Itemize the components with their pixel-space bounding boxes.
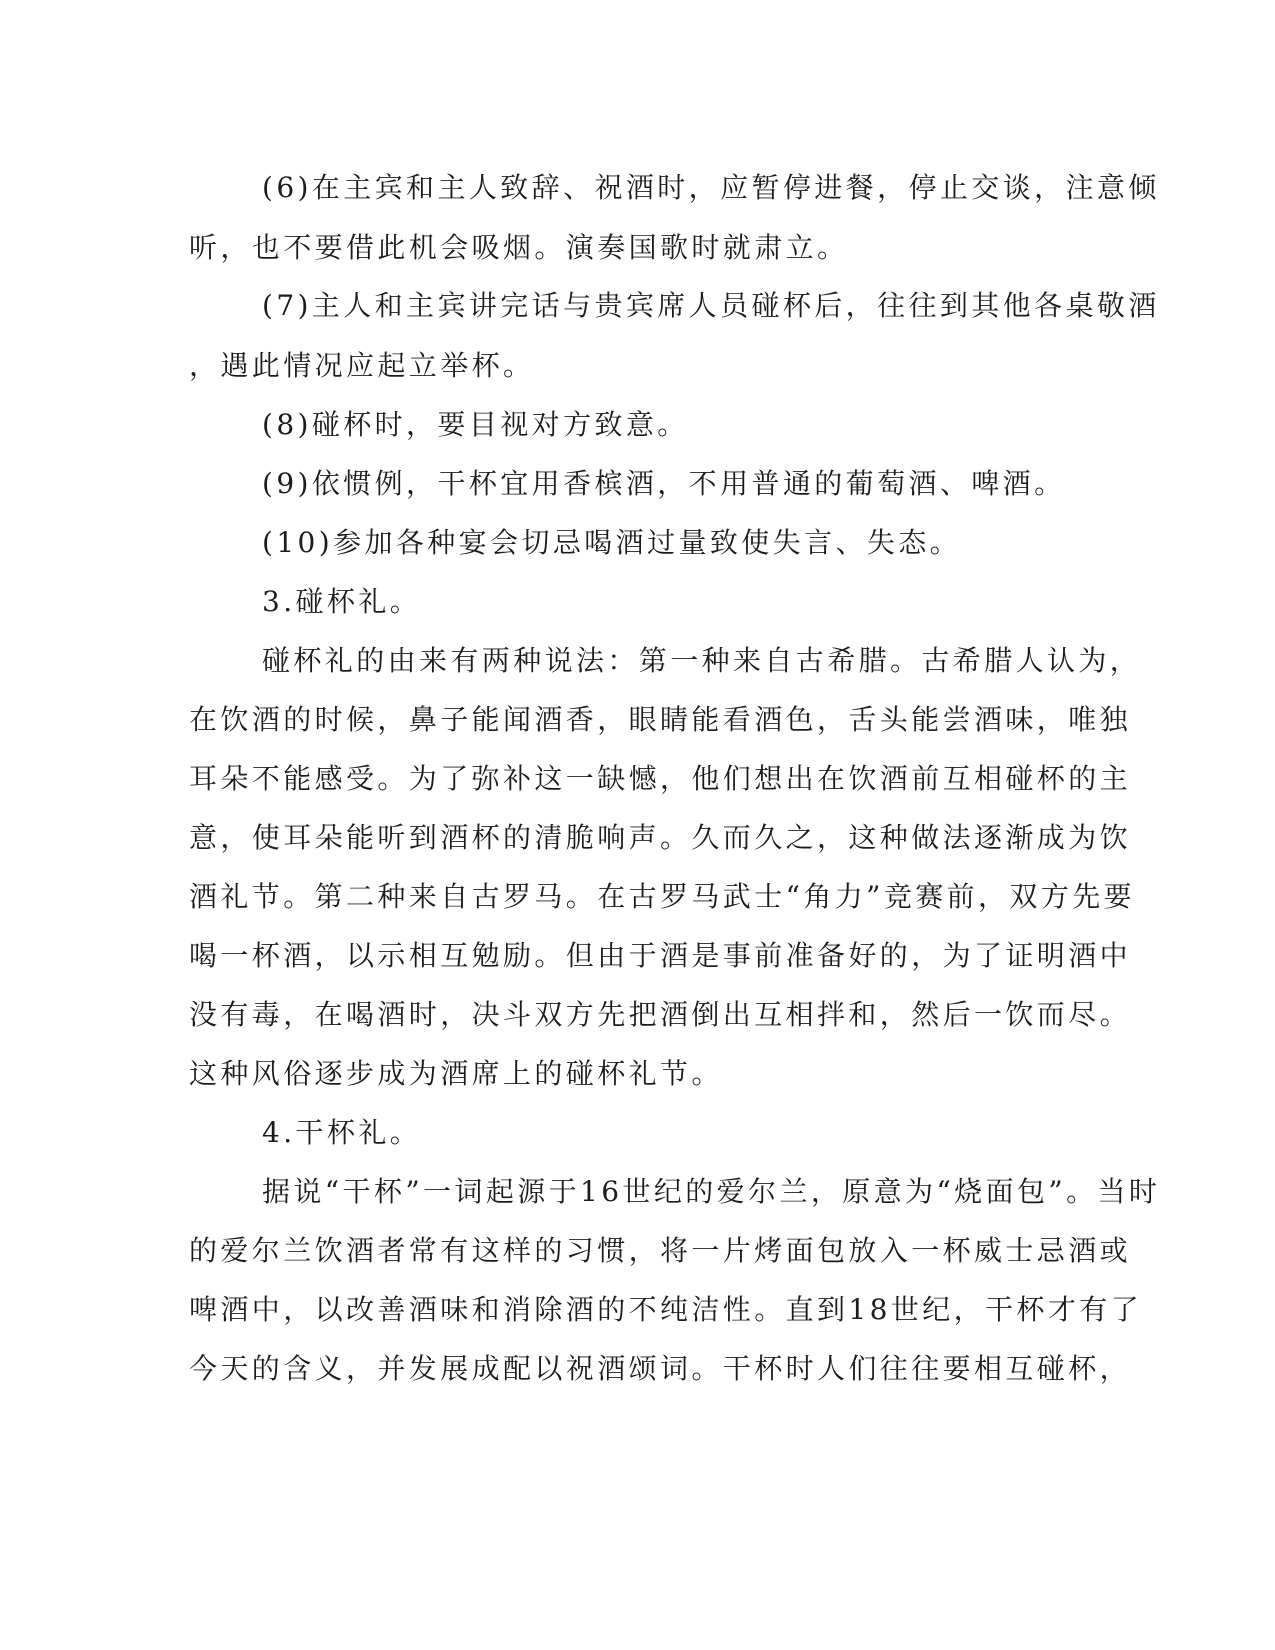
paragraph-line: (9)依惯例，干杯宜用香槟酒，不用普通的葡萄酒、啤酒。 — [262, 467, 1066, 500]
paragraph-line: 酒礼节。第二种来自古罗马。在古罗马武士“角力”竞赛前，双方先要 — [189, 880, 1136, 913]
paragraph-line: ，遇此情况应起立举杯。 — [189, 349, 535, 382]
paragraph-line: (7)主人和主宾讲完话与贵宾席人员碰杯后，往往到其他各桌敬酒 — [262, 289, 1160, 322]
paragraph-line: (6)在主宾和主人致辞、祝酒时，应暂停进餐，停止交谈，注意倾 — [262, 171, 1160, 204]
paragraph-line: 意，使耳朵能听到酒杯的清脆响声。久而久之，这种做法逐渐成为饮 — [189, 821, 1132, 854]
section-heading: 3.碰杯礼。 — [262, 585, 422, 618]
section-heading: 4.干杯礼。 — [262, 1116, 422, 1149]
paragraph-line: 听，也不要借此机会吸烟。演奏国歌时就肃立。 — [189, 231, 849, 264]
paragraph-line: 这种风俗逐步成为酒席上的碰杯礼节。 — [189, 1057, 723, 1090]
paragraph-line: 在饮酒的时候，鼻子能闻酒香，眼睛能看酒色，舌头能尝酒味，唯独 — [189, 703, 1132, 736]
paragraph-line: (10)参加各种宴会切忌喝酒过量致使失言、失态。 — [262, 526, 962, 559]
paragraph-line: 据说“干杯”一词起源于16世纪的爱尔兰，原意为“烧面包”。当时 — [262, 1175, 1161, 1208]
paragraph-line: (8)碰杯时，要目视对方致意。 — [262, 408, 689, 441]
paragraph-line: 今天的含义，并发展成配以祝酒颂词。干杯时人们往往要相互碰杯， — [189, 1352, 1132, 1385]
paragraph-line: 喝一杯酒，以示相互勉励。但由于酒是事前准备好的，为了证明酒中 — [189, 939, 1132, 972]
paragraph-line: 耳朵不能感受。为了弥补这一缺憾，他们想出在饮酒前互相碰杯的主 — [189, 762, 1132, 795]
paragraph-line: 的爱尔兰饮酒者常有这样的习惯，将一片烤面包放入一杯威士忌酒或 — [189, 1234, 1132, 1267]
paragraph-line: 啤酒中，以改善酒味和消除酒的不纯洁性。直到18世纪，干杯才有了 — [189, 1293, 1143, 1326]
paragraph-line: 碰杯礼的由来有两种说法：第一种来自古希腊。古希腊人认为， — [262, 644, 1142, 677]
paragraph-line: 没有毒，在喝酒时，决斗双方先把酒倒出互相拌和，然后一饮而尽。 — [189, 998, 1132, 1031]
